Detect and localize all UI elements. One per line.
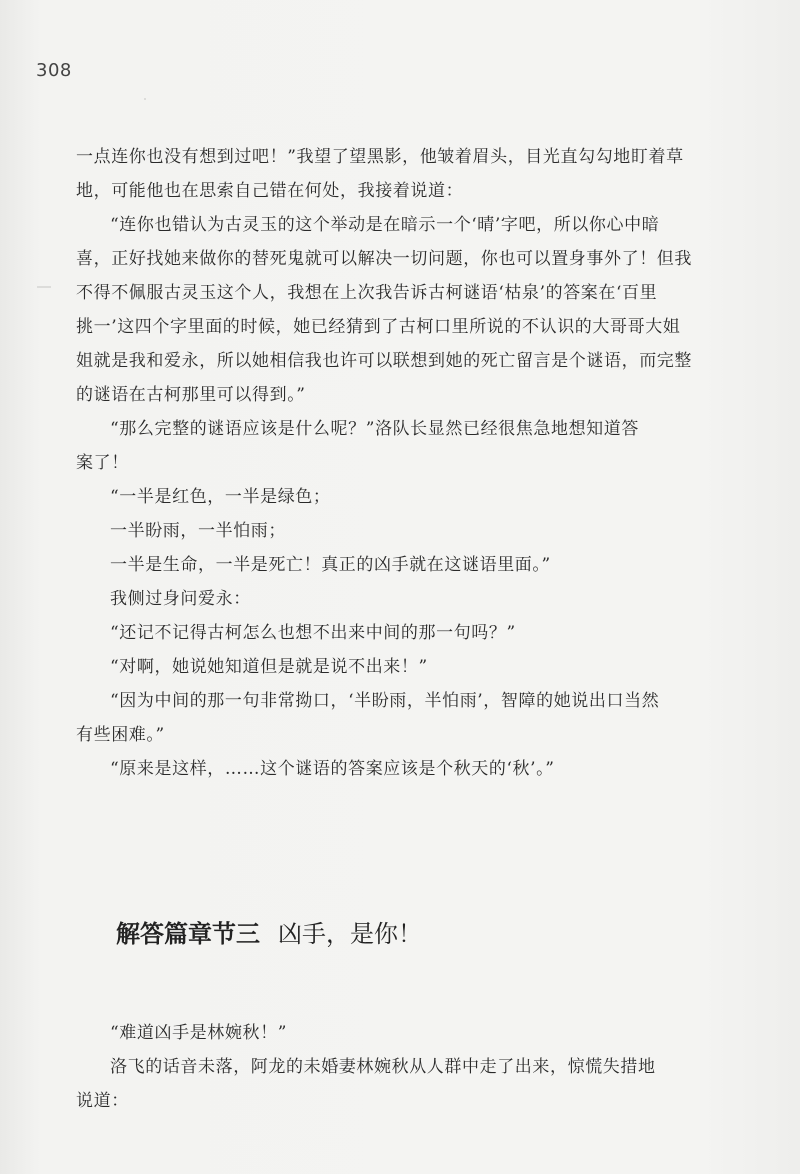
text-line: “原来是这样，……这个谜语的答案应该是个秋天的‘秋’。” — [110, 759, 555, 779]
text-line: “还记不记得古柯怎么也想不出来中间的那一句吗？” — [110, 623, 516, 643]
scan-mark — [144, 98, 146, 100]
text-line: “连你也错认为古灵玉的这个举动是在暗示一个‘晴’字吧，所以你心中暗 — [110, 215, 660, 235]
text-line: “难道凶手是林婉秋！” — [110, 1023, 287, 1043]
text-line: “对啊，她说她知道但是就是说不出来！” — [110, 657, 428, 677]
text-line: 一点连你也没有想到过吧！”我望了望黑影，他皱着眉头，目光直勾勾地盯着草 — [76, 147, 684, 167]
text-line: “那么完整的谜语应该是什么呢？”洛队长显然已经很焦急地想知道答 — [110, 419, 639, 439]
text-line: “因为中间的那一句非常拗口，‘半盼雨，半怕雨’，智障的她说出口当然 — [110, 691, 660, 711]
body-text-continued — [76, 1016, 736, 1118]
chapter-label: 解答篇章节三 — [116, 920, 260, 948]
text-line: 一半是生命，一半是死亡！真正的凶手就在这谜语里面。” — [110, 555, 551, 575]
text-line: “一半是红色，一半是绿色； — [110, 487, 331, 507]
text-line: 挑一’这四个字里面的时候，她已经猜到了古柯口里所说的不认识的大哥哥大姐 — [76, 317, 681, 337]
text-line: 一半盼雨，一半怕雨； — [110, 521, 286, 541]
text-line: 我侧过身问爱永： — [110, 589, 251, 609]
text-line: 地，可能他也在思索自己错在何处，我接着说道： — [76, 181, 464, 201]
text-line: 有些困难。” — [76, 725, 165, 745]
text-line: 说道： — [76, 1091, 129, 1111]
text-line: 喜，正好找她来做你的替死鬼就可以解决一切问题，你也可以置身事外了！但我 — [76, 249, 692, 269]
text-line: 洛飞的话音未落，阿龙的未婚妻林婉秋从人群中走了出来，惊慌失措地 — [110, 1057, 656, 1077]
text-line: 案了！ — [76, 453, 129, 473]
chapter-heading — [116, 914, 422, 949]
scan-mark — [37, 286, 51, 288]
body-text — [76, 140, 736, 786]
chapter-title: 凶手，是你！ — [278, 920, 422, 948]
text-line: 的谜语在古柯那里可以得到。” — [76, 385, 306, 405]
text-line: 姐就是我和爱永，所以她相信我也许可以联想到她的死亡留言是个谜语，而完整 — [76, 351, 692, 371]
page-number: 308 — [36, 60, 72, 81]
text-line: 不得不佩服古灵玉这个人，我想在上次我告诉古柯谜语‘枯泉’的答案在‘百里 — [76, 283, 658, 303]
